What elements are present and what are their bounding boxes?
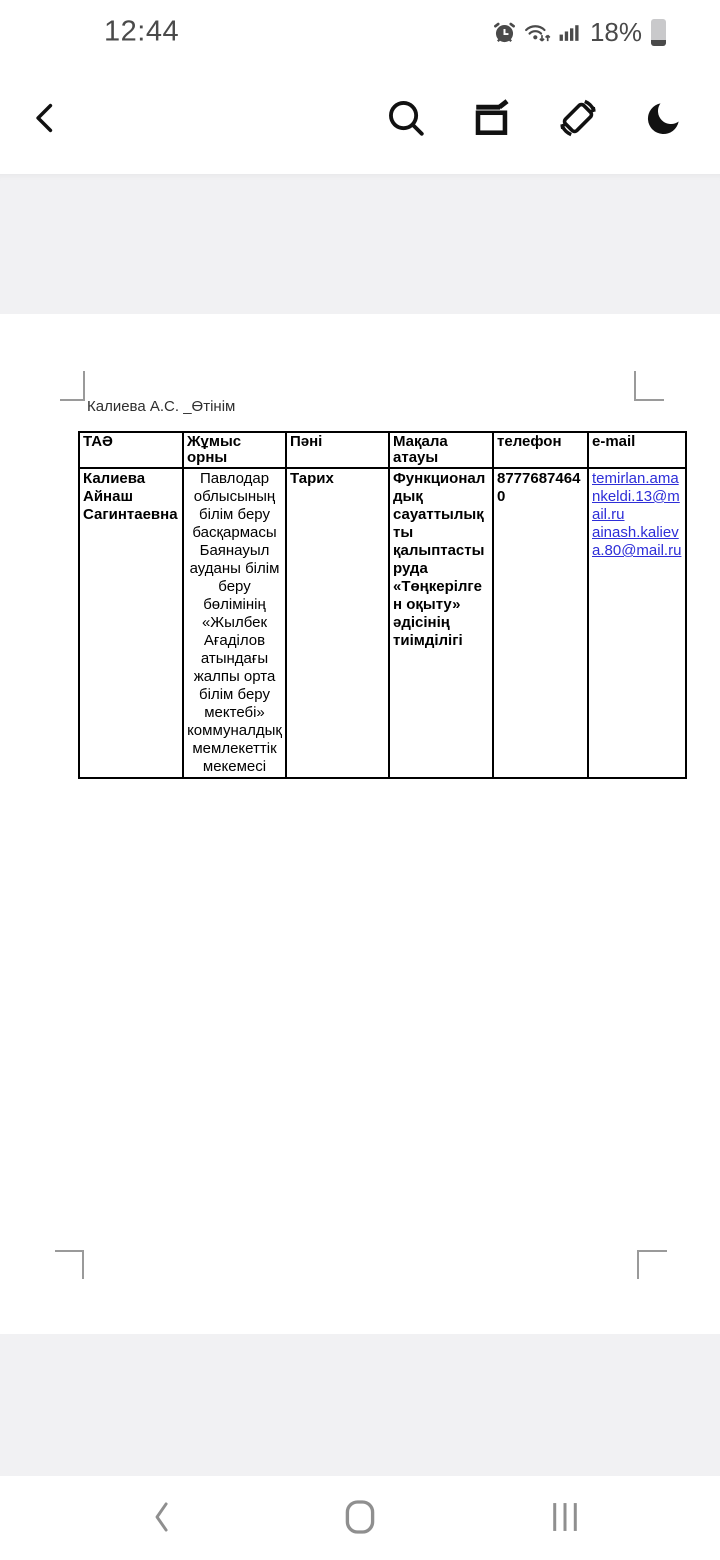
document-scroll-area[interactable] <box>0 174 720 1476</box>
battery-icon <box>651 19 666 46</box>
header-phone: телефон <box>493 432 588 468</box>
canvas-gap-top <box>0 174 720 314</box>
applicant-table <box>78 431 687 779</box>
wifi-updown-icon <box>523 20 552 45</box>
page-view-icon <box>471 97 513 142</box>
header-subject: Пәні <box>286 432 389 468</box>
dark-mode-button[interactable] <box>642 97 686 141</box>
page-view-button[interactable] <box>470 97 514 141</box>
document-page <box>0 314 720 1334</box>
margin-mark-bottom-right <box>637 1250 667 1279</box>
nav-recents-icon <box>550 1500 580 1537</box>
nav-back-icon <box>148 1500 174 1537</box>
header-name: ТАӘ <box>79 432 183 468</box>
nav-back-button[interactable] <box>137 1494 185 1542</box>
status-icons <box>492 0 666 64</box>
cell-email <box>588 468 686 778</box>
header-article-title: Мақала атауы <box>389 432 493 468</box>
rotate-screen-icon <box>557 97 599 142</box>
table-header-row <box>79 432 686 468</box>
nav-home-button[interactable] <box>336 1494 384 1542</box>
cell-full-name: Калиева Айнаш Сагинтаевна <box>79 468 183 778</box>
margin-mark-bottom-left <box>55 1250 84 1279</box>
table-row <box>79 468 686 778</box>
search-icon <box>385 97 427 142</box>
search-button[interactable] <box>384 97 428 141</box>
dark-mode-moon-icon <box>644 98 684 141</box>
alarm-icon <box>492 20 517 45</box>
margin-mark-top-right <box>634 371 664 401</box>
nav-home-icon <box>342 1499 378 1538</box>
margin-mark-top-left <box>60 371 85 401</box>
nav-recents-button[interactable] <box>541 1494 589 1542</box>
navigation-bar <box>0 1476 720 1560</box>
canvas-gap-bottom <box>0 1334 720 1476</box>
battery-percent: 18% <box>589 16 642 47</box>
back-icon <box>27 98 65 141</box>
clock-time: 12:44 <box>104 15 180 48</box>
email-link-1[interactable]: temirlan.amankeldi.13@mail.ru <box>592 470 680 523</box>
header-workplace: Жұмыс орны <box>183 432 286 468</box>
header-email: e-mail <box>588 432 686 468</box>
status-bar <box>0 0 720 64</box>
cell-workplace: Павлодар облысының білім беру басқармасы Баянауыл ауданы білім беру бөлімінің «Жылбек Ағаділов атындағы жалпы орта білім беру мектебі» коммуналдық мемлекеттік мекемесі <box>183 468 286 778</box>
toolbar <box>0 64 720 174</box>
document-heading: Калиева А.С. _Өтінім <box>87 398 236 415</box>
signal-strength-icon <box>558 20 582 45</box>
cell-phone: 87776874640 <box>493 468 588 778</box>
back-button[interactable] <box>24 97 68 141</box>
cell-subject: Тарих <box>286 468 389 778</box>
email-link-2[interactable]: ainash.kalieva.80@mail.ru <box>592 524 682 559</box>
cell-article-title: Функционалдық сауаттылықты қалыптастыруда «Төңкерілген оқыту» әдісінің тиімділігі <box>389 468 493 778</box>
rotate-screen-button[interactable] <box>556 97 600 141</box>
